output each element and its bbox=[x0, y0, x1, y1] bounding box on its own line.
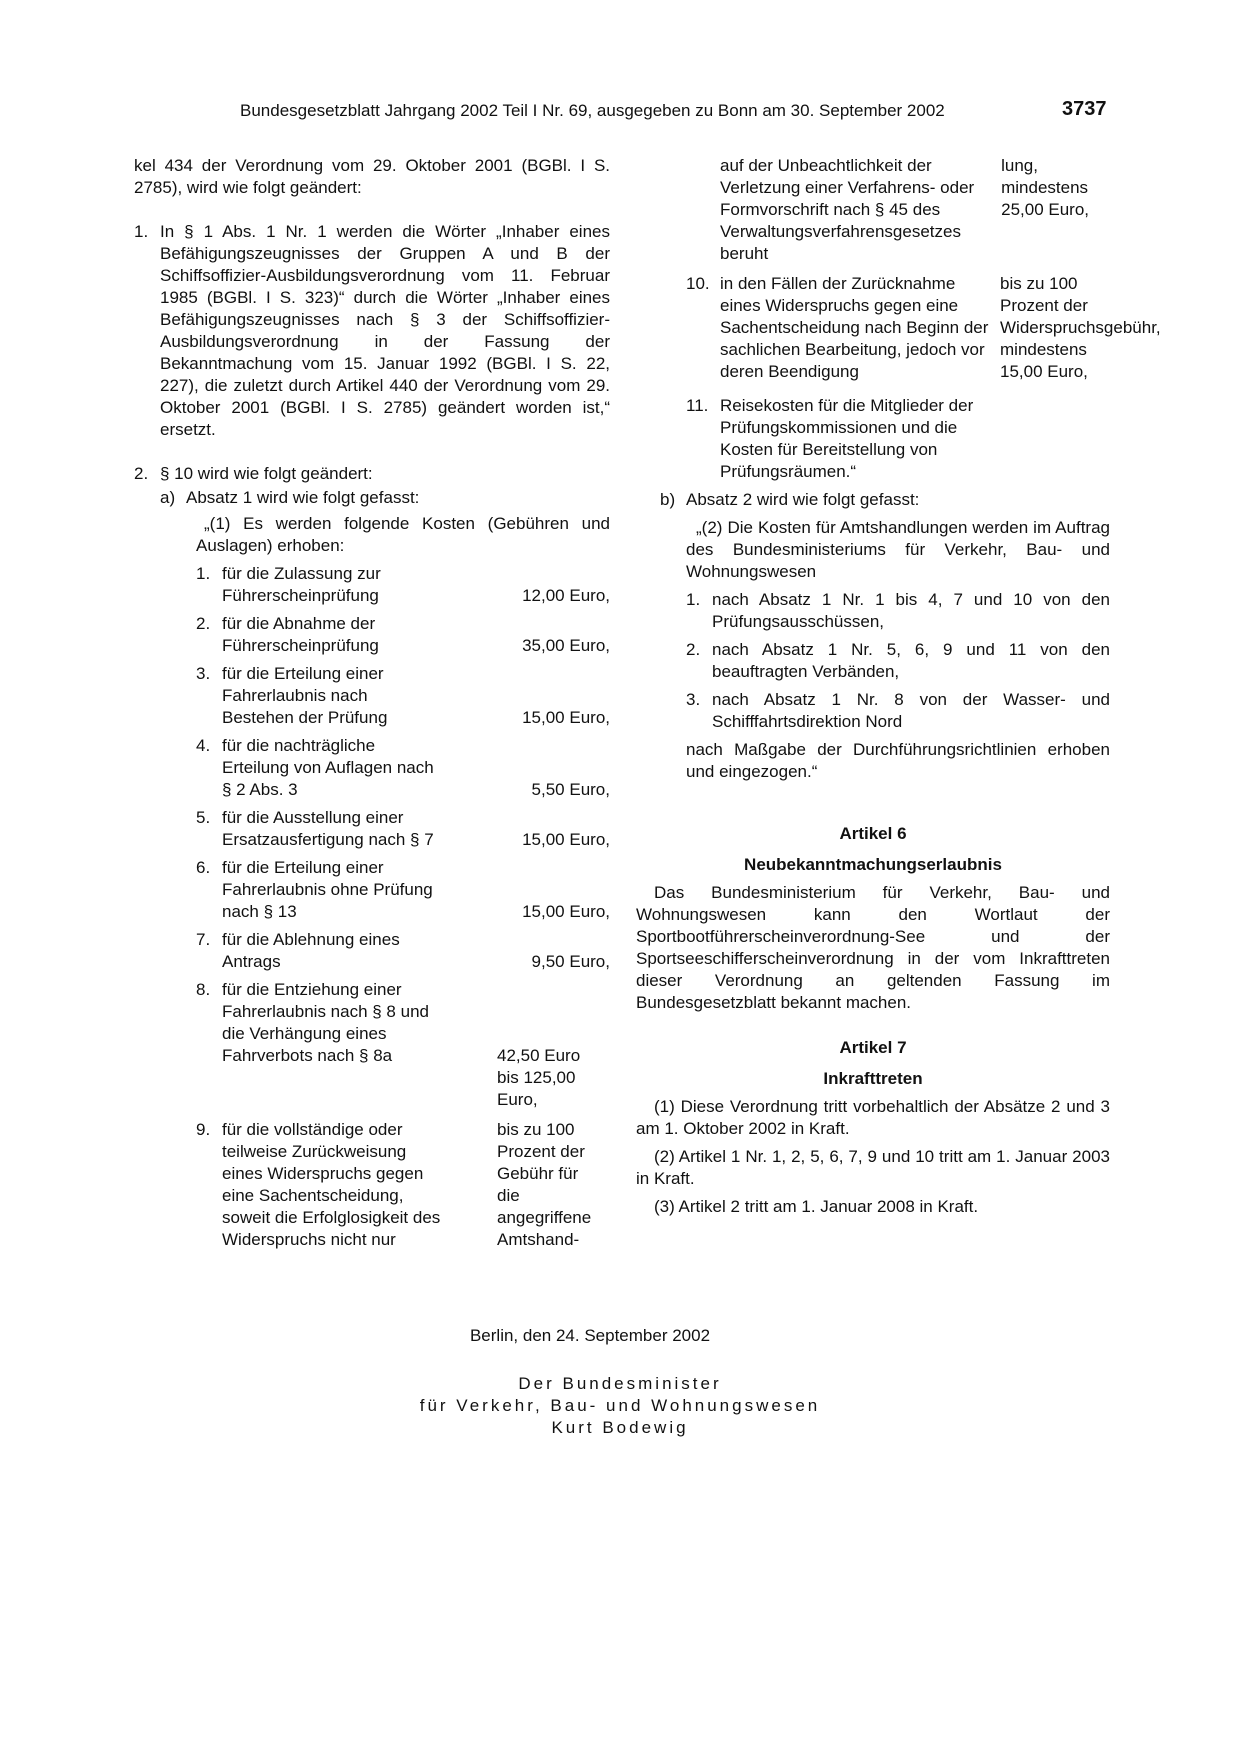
fee-text: für die Erteilung einer Fahrerlaubnis nach Bestehen der Prüfung bbox=[222, 664, 388, 727]
fee-amount: 15,00 Euro, bbox=[522, 902, 610, 921]
fee-amount: 15,00 Euro, bbox=[522, 830, 610, 849]
fee-row-9-continued bbox=[636, 155, 1110, 265]
list-item-2 bbox=[134, 463, 610, 485]
b-list-item-3 bbox=[686, 689, 1110, 733]
intro-paragraph: kel 434 der Verordnung vom 29. Oktober 2001 (BGBl. I S. 2785), wird wie folgt geändert: bbox=[134, 156, 610, 197]
fee-number: 9. bbox=[196, 1120, 211, 1139]
item-letter: b) bbox=[660, 490, 676, 509]
fee-number: 10. bbox=[686, 274, 710, 293]
signatory-title-line-1: Der Bundesminister bbox=[518, 1374, 722, 1393]
item-text: § 10 wird wie folgt geändert: bbox=[160, 464, 373, 483]
fee-amount: bis zu 100 Prozent der Gebühr für die angegriffene Amtshand- bbox=[497, 1120, 592, 1249]
item-text: Absatz 1 wird wie folgt gefasst: bbox=[186, 488, 420, 507]
article-6-heading: Artikel 6 bbox=[839, 824, 907, 843]
running-header: Bundesgesetzblatt Jahrgang 2002 Teil I Nr. 69, ausgegeben zu Bonn am 30. September 2002 bbox=[240, 101, 945, 120]
fee-amount: 9,50 Euro, bbox=[531, 952, 610, 971]
fee-row-11 bbox=[686, 395, 1110, 483]
fee-number: 6. bbox=[196, 858, 211, 877]
fee-row-3 bbox=[196, 663, 610, 729]
item-text: Absatz 2 wird wie folgt gefasst: bbox=[686, 490, 920, 509]
fee-list bbox=[196, 563, 610, 1251]
item-letter: a) bbox=[160, 488, 176, 507]
article-7-title: Inkrafttreten bbox=[823, 1069, 923, 1088]
fee-text: für die Entziehung einer Fahrerlaubnis nach § 8 und die Verhängung eines Fahrverbots nach § 8a bbox=[222, 980, 429, 1065]
fee-number: 2. bbox=[196, 614, 211, 633]
item-number: 1. bbox=[134, 222, 149, 241]
signatory-name: Kurt Bodewig bbox=[551, 1418, 689, 1437]
fee-number: 11. bbox=[686, 396, 709, 415]
fee-row-7 bbox=[196, 929, 610, 973]
fee-number: 3. bbox=[196, 664, 211, 683]
fee-row-6 bbox=[196, 857, 610, 923]
article-7-heading: Artikel 7 bbox=[839, 1038, 907, 1057]
article-7-paragraph-2: (2) Artikel 1 Nr. 1, 2, 5, 6, 7, 9 und 10 tritt am 1. Januar 2003 in Kraft. bbox=[636, 1147, 1110, 1188]
item-number: 1. bbox=[686, 590, 701, 609]
fee-text: für die Ablehnung eines Antrags bbox=[222, 930, 400, 971]
fee-number: 5. bbox=[196, 808, 211, 827]
fee-number: 8. bbox=[196, 980, 211, 999]
sub-item-a bbox=[160, 487, 610, 509]
item-number: 3. bbox=[686, 690, 701, 709]
fee-amount: 15,00 Euro, bbox=[522, 708, 610, 727]
fee-row-8 bbox=[196, 979, 610, 1111]
b-list bbox=[686, 589, 1110, 783]
list-item-1 bbox=[134, 221, 610, 441]
fee-row-10 bbox=[686, 273, 1161, 383]
signatory-title-line-2: für Verkehr, Bau- und Wohnungswesen bbox=[419, 1396, 821, 1415]
page-number: 3737 bbox=[1062, 98, 1107, 120]
b-list-item-1 bbox=[686, 589, 1110, 633]
sub-item-b bbox=[660, 489, 1110, 511]
fee-amount: 35,00 Euro, bbox=[522, 636, 610, 655]
fee-row-2 bbox=[196, 613, 610, 657]
fee-amount: lung, mindestens 25,00 Euro, bbox=[1001, 156, 1090, 219]
item-text: In § 1 Abs. 1 Nr. 1 werden die Wörter „Inhaber eines Befähigungszeugnisses der Gruppen A und B der Schiffsoffizier-Ausbildungsverordnung vom 11. Februar 1985 (BGBl. I S. 323)“ durch die Wörter „Inhaber eines Befähigungszeugnisses nach § 3 der Schiffsoffizier-Ausbildungsverordnung in der Fassung der Bekanntmachung vom 15. Januar 1992 (BGBl. I S. 22, 227), die zuletzt durch Artikel 440 der Verordnung vom 29. Oktober 2001 (BGBl. I S. 2785) geändert worden ist,“ ersetzt. bbox=[160, 222, 610, 439]
fee-text: auf der Unbeachtlichkeit der Verletzung einer Verfahrens- oder Formvorschrift nach § 45 des Verwaltungsverfahrensgesetzes beruht bbox=[720, 156, 975, 263]
fee-text: für die Abnahme der Führerscheinprüfung bbox=[222, 614, 379, 655]
article-7-paragraph-3: (3) Artikel 2 tritt am 1. Januar 2008 in Kraft. bbox=[654, 1197, 979, 1216]
fee-row-4 bbox=[196, 735, 610, 801]
quote-paragraph: „(2) Die Kosten für Amtshandlungen werden im Auftrag des Bundesministeriums für Verkehr, Bau- und Wohnungswesen bbox=[686, 518, 1110, 581]
left-column bbox=[134, 155, 610, 1257]
fee-text: für die vollständige oder teilweise Zurückweisung eines Widerspruchs gegen eine Sachentscheidung, soweit die Erfolglosigkeit des Widerspruchs nicht nur bbox=[222, 1120, 441, 1249]
item-number: 2. bbox=[686, 640, 701, 659]
fee-row-5 bbox=[196, 807, 610, 851]
fee-amount: 12,00 Euro, bbox=[522, 586, 610, 605]
right-column bbox=[636, 155, 1161, 1218]
fee-text: für die Erteilung einer Fahrerlaubnis ohne Prüfung nach § 13 bbox=[222, 858, 433, 921]
b-list-item-2 bbox=[686, 639, 1110, 683]
fee-amount: bis zu 100 Prozent der Widerspruchsgebühr, mindestens 15,00 Euro, bbox=[1000, 274, 1161, 381]
item-text: nach Absatz 1 Nr. 1 bis 4, 7 und 10 von den Prüfungsausschüssen, bbox=[712, 590, 1110, 631]
fee-amount: 42,50 Euro bis 125,00 Euro, bbox=[497, 1046, 581, 1109]
article-7-paragraph-1: (1) Diese Verordnung tritt vorbehaltlich der Absätze 2 und 3 am 1. Oktober 2002 in Kraft. bbox=[636, 1097, 1110, 1138]
item-text: nach Absatz 1 Nr. 5, 6, 9 und 11 von den beauftragten Verbänden, bbox=[712, 640, 1110, 681]
fee-number: 4. bbox=[196, 736, 211, 755]
article-6-text: Das Bundesministerium für Verkehr, Bau- und Wohnungswesen kann den Wortlaut der Sportbootführerscheinverordnung-See und der Sportseeschifferscheinverordnung in der vom Inkrafttreten dieser Verordnung an geltenden Fassung im Bundesgesetzblatt bekannt machen. bbox=[636, 883, 1110, 1012]
fee-row-9 bbox=[196, 1119, 610, 1251]
fee-text: für die Ausstellung einer Ersatzausfertigung nach § 7 bbox=[222, 808, 434, 849]
fee-number: 7. bbox=[196, 930, 211, 949]
b-closing-text: nach Maßgabe der Durchführungsrichtlinien erhoben und eingezogen.“ bbox=[686, 740, 1110, 781]
article-6-title: Neubekanntmachungserlaubnis bbox=[744, 855, 1002, 874]
fee-text: Reisekosten für die Mitglieder der Prüfungskommissionen und die Kosten für Bereitstellung von Prüfungsräumen.“ bbox=[720, 396, 974, 481]
fee-text: für die nachträgliche Erteilung von Auflagen nach § 2 Abs. 3 bbox=[222, 736, 434, 799]
quote-paragraph: „(1) Es werden folgende Kosten (Gebühren und Auslagen) erhoben: bbox=[196, 514, 610, 555]
item-number: 2. bbox=[134, 464, 149, 483]
place-date: Berlin, den 24. September 2002 bbox=[469, 1326, 711, 1345]
fee-text: in den Fällen der Zurücknahme eines Widerspruchs gegen eine Sachentscheidung nach Beginn der sachlichen Bearbeitung, jedoch vor deren Beendigung bbox=[720, 274, 989, 381]
fee-amount: 5,50 Euro, bbox=[531, 780, 610, 799]
fee-number: 1. bbox=[196, 564, 211, 583]
fee-text: für die Zulassung zur Führerscheinprüfung bbox=[222, 564, 381, 605]
fee-row-1 bbox=[196, 563, 610, 607]
item-text: nach Absatz 1 Nr. 8 von der Wasser- und Schifffahrtsdirektion Nord bbox=[712, 690, 1110, 731]
